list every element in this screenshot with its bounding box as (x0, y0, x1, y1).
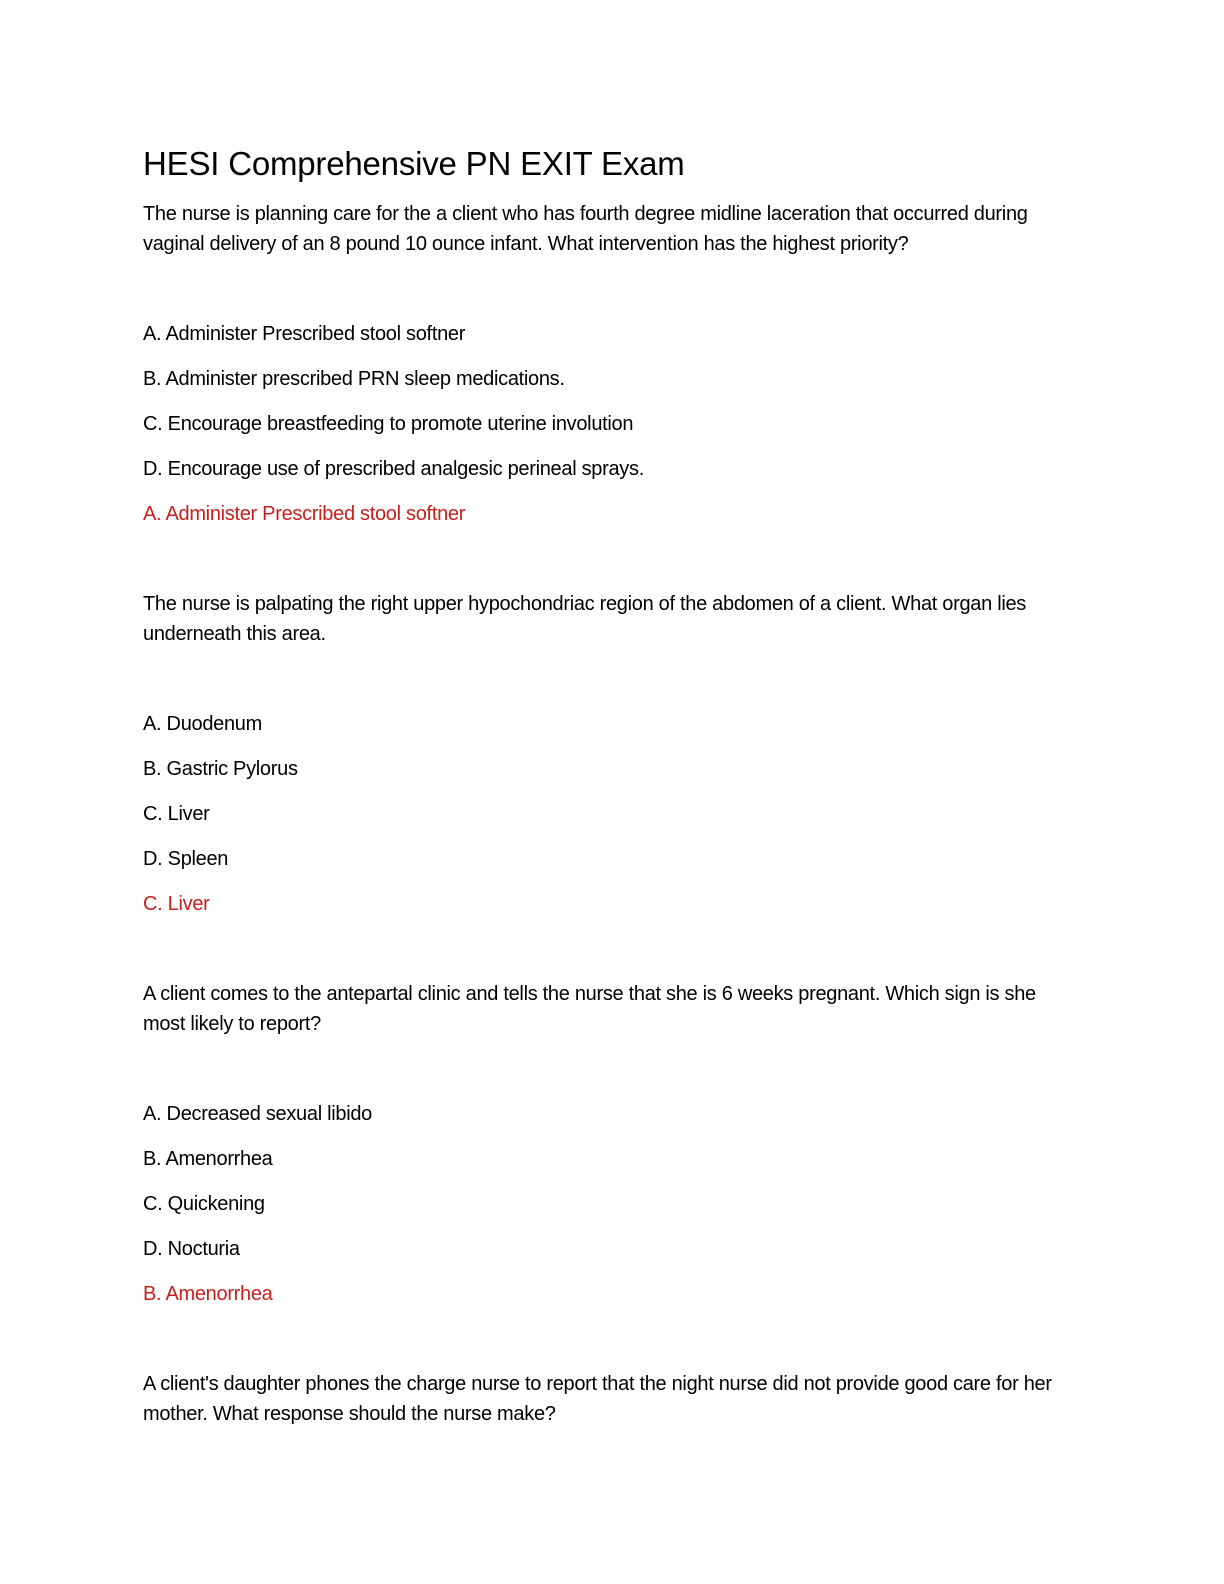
answer-option-c: C. Quickening (143, 1193, 265, 1215)
blank-line (143, 934, 1079, 979)
answer-option-b: B. Administer prescribed PRN sleep medications. (143, 368, 565, 390)
correct-answer: A. Administer Prescribed stool softner (143, 503, 466, 525)
blank-line (143, 1054, 1079, 1099)
question-prompt: A client comes to the antepartal clinic and tells the nurse that she is 6 weeks pregnant. Which sign is she most likely to report? (143, 983, 1036, 1035)
correct-answer: C. Liver (143, 893, 210, 915)
question-block-2 (143, 589, 1079, 979)
question-prompt: The nurse is planning care for the a client who has fourth degree midline laceration that occurred during vaginal delivery of an 8 pound 10 ounce infant. What intervention has the highest priority? (143, 203, 1028, 255)
question-block-3 (143, 979, 1079, 1369)
answer-option-c: C. Liver (143, 803, 210, 825)
answer-option-d: D. Nocturia (143, 1238, 240, 1260)
answer-option-b: B. Gastric Pylorus (143, 758, 298, 780)
question-block-1 (143, 199, 1079, 589)
blank-line (143, 274, 1079, 319)
answer-option-a: A. Duodenum (143, 713, 262, 735)
answer-option-a: A. Decreased sexual libido (143, 1103, 372, 1125)
answer-option-d: D. Spleen (143, 848, 229, 870)
question-prompt: The nurse is palpating the right upper hypochondriac region of the abdomen of a client. What organ lies underneath this area. (143, 593, 1026, 645)
page-title: HESI Comprehensive PN EXIT Exam (143, 145, 685, 182)
question-prompt: A client's daughter phones the charge nurse to report that the night nurse did not provide good care for her mother. What response should the nurse make? (143, 1373, 1052, 1425)
answer-option-d: D. Encourage use of prescribed analgesic perineal sprays. (143, 458, 644, 480)
question-block-4 (143, 1369, 1079, 1429)
blank-line (143, 544, 1079, 589)
blank-line (143, 1324, 1079, 1369)
answer-option-b: B. Amenorrhea (143, 1148, 273, 1170)
answer-option-c: C. Encourage breastfeeding to promote uterine involution (143, 413, 634, 435)
correct-answer: B. Amenorrhea (143, 1283, 273, 1305)
blank-line (143, 664, 1079, 709)
answer-option-a: A. Administer Prescribed stool softner (143, 323, 466, 345)
